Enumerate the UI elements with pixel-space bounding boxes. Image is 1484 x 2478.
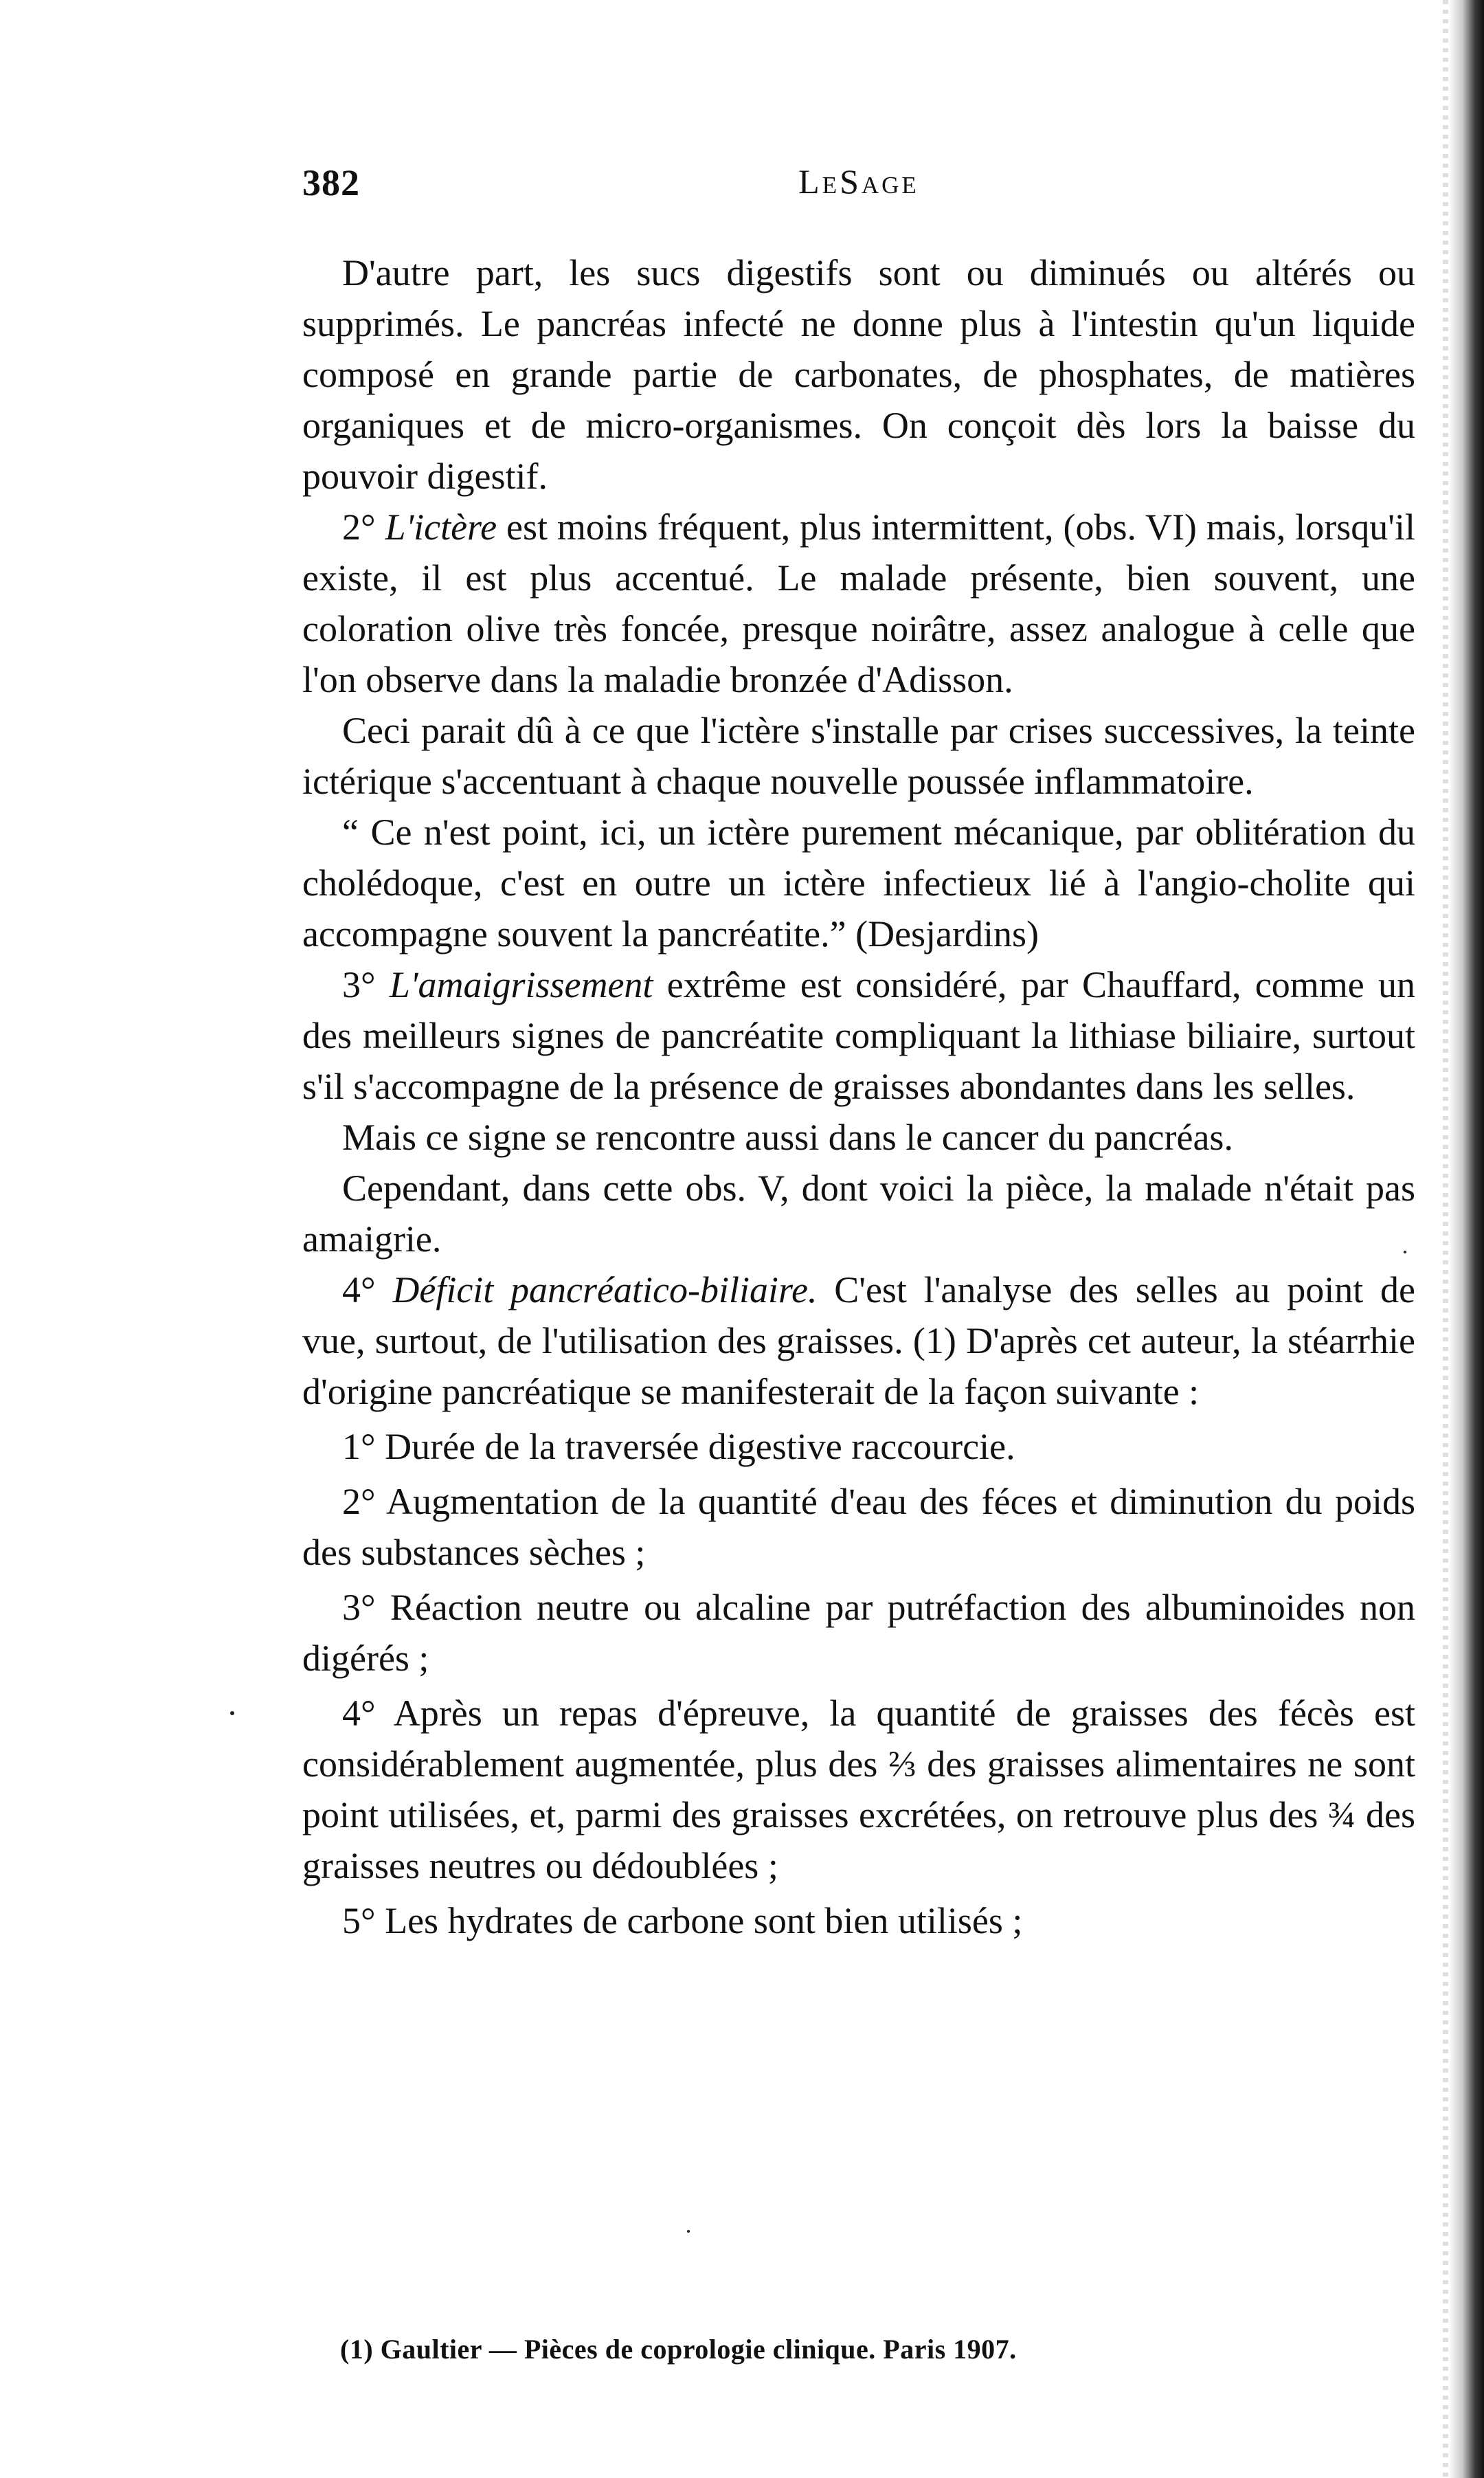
paragraph [302,502,1415,705]
list-item: 2° Augmentation de la quantité d'eau des féces et diminution du poids des substances sèches ; [302,1481,1415,1573]
paragraph-text: est moins fréquent, plus intermittent, (obs. VI) mais, lorsqu'il existe, il est plus accentué. Le malade présente, bien souvent, une coloration olive très foncée, presque noirâtre, assez analogue à celle que l'on observe dans la maladie bronzée d'Adisson. [302,506,1415,700]
paragraph-text: C'est l'analyse des selles au point de vue, surtout, de l'utilisation des graisses. (1) D'après cet auteur, la stéarrhie d'origine pancréatique se manifesterait de la façon suivante : [302,1269,1415,1412]
running-head: LeSage [798,162,919,201]
item-number: 3° [342,964,390,1005]
paragraph-quote: “ Ce n'est point, ici, un ictère purement mécanique, par oblitération du cholédoque, c'est en outre un ictère infectieux lié à l'angio-cholite qui accompagne souvent la pancréatite.” (Desjardins) [302,812,1415,955]
list-item: 1° Durée de la traversée digestive raccourcie. [342,1426,1015,1467]
print-speck [1404,1251,1406,1253]
paragraph [302,1264,1415,1417]
page-header [302,161,1415,216]
paragraph [302,959,1415,1112]
paragraph: Ceci parait dû à ce que l'ictère s'installe par crises successives, la teinte ictérique s'accentuant à chaque nouvelle poussée inflammatoire. [302,710,1415,802]
paragraph-text: extrême est considéré, par Chauffard, comme un des meilleurs signes de pancréatite compliquant la lithiase biliaire, surtout s'il s'accompagne de la présence de graisses abondantes dans les selles. [302,964,1415,1107]
page-edge-shadow [1443,0,1448,2478]
paragraph: Mais ce signe se rencontre aussi dans le cancer du pancréas. [342,1117,1233,1158]
italic-term: Déficit pancréatico-biliaire. [392,1269,818,1310]
body-text [302,247,1415,1946]
italic-term: L'ictère [385,506,497,548]
book-spine [1448,0,1484,2478]
print-speck [687,2230,690,2233]
paragraph: Cependant, dans cette obs. V, dont voici la pièce, la malade n'était pas amaigrie. [302,1168,1415,1260]
item-number: 2° [342,506,385,548]
item-number: 4° [342,1269,393,1310]
list-item: 5° Les hydrates de carbone sont bien utilisés ; [342,1900,1023,1941]
page-number: 382 [302,162,360,203]
print-speck [230,1711,234,1715]
footnote: (1) Gaultier — Pièces de coprologie clinique. Paris 1907. [340,2334,1017,2365]
paragraph: D'autre part, les sucs digestifs sont ou diminués ou altérés ou supprimés. Le pancréas infecté ne donne plus à l'intestin qu'un liquide composé en grande partie de carbonates, de phosphates, de matières organiques et de micro-organismes. On conçoit dès lors la baisse du pouvoir digestif. [302,252,1415,497]
italic-term: L'amaigrissement [389,964,653,1005]
list-item: 3° Réaction neutre ou alcaline par putréfaction des albuminoides non digérés ; [302,1587,1415,1679]
list-item: 4° Après un repas d'épreuve, la quantité de graisses des fécès est considérablement augmentée, plus des ⅔ des graisses alimentaires ne sont point utilisées, et, parmi des graisses excrétées, on retrouve plus des ¾ des graisses neutres ou dédoublées ; [302,1693,1415,1886]
